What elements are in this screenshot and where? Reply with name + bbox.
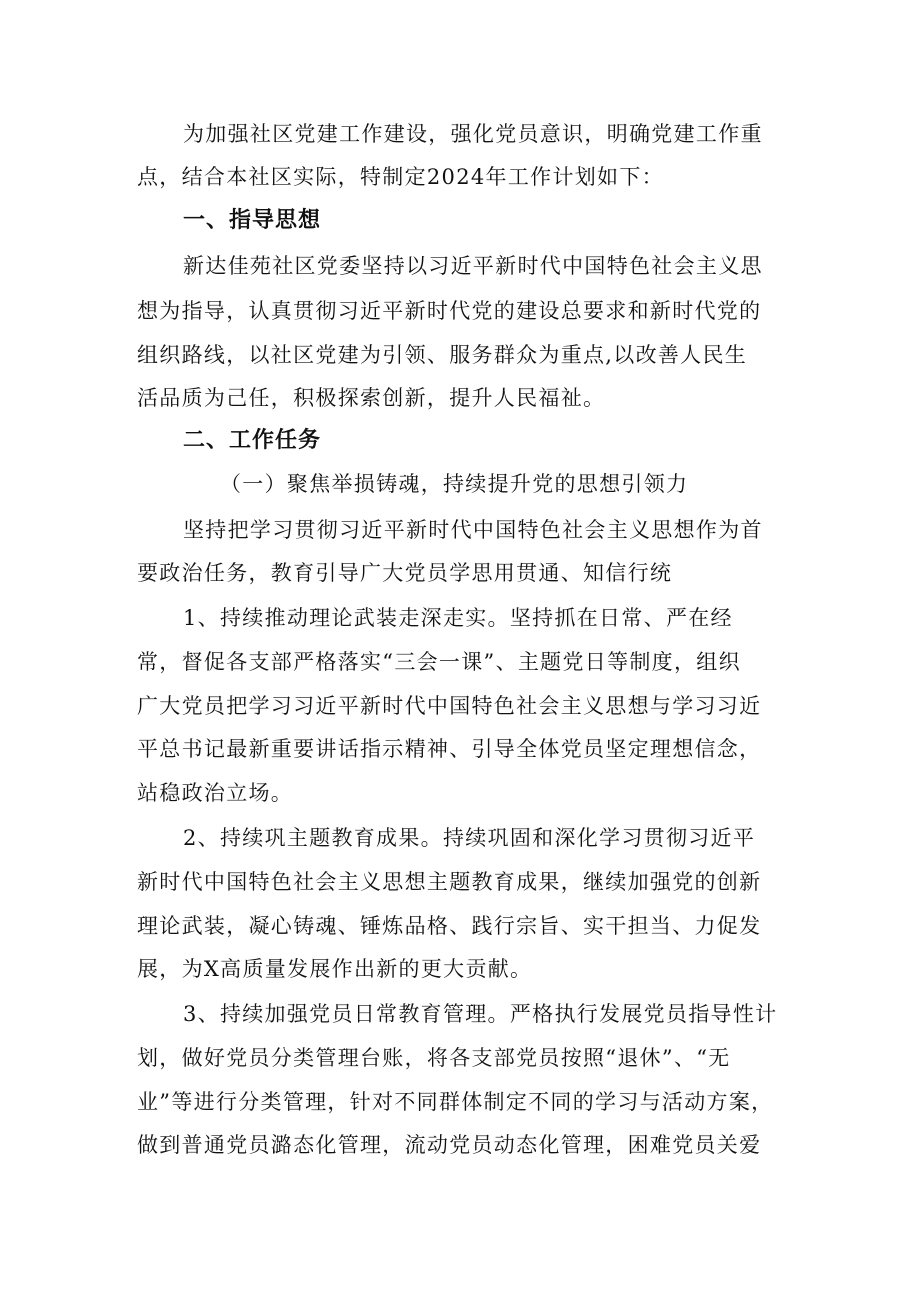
item3-line-4: 做到普通党员潞态化管理，流动党员动态化管理，困难党员关爱 (137, 1133, 762, 1157)
item1-line-2: 常，督促各支部严格落实“三会一课”、主题党日等制度，组织 (137, 650, 741, 674)
intro-line-1: 为加强社区党建工作建设，强化党员意识，明确党建工作重 (183, 122, 763, 146)
item2-line-1: 2、持续巩主题教育成果。持续巩固和深化学习贯彻习近平 (183, 826, 756, 850)
intro-line-2: 点，结合本社区实际，特制定2024年工作计划如下： (137, 165, 664, 189)
para-line-2: 要政治任务，教育引导广大党员学思用贯通、知信行统 (137, 561, 673, 585)
section1-line-1: 新达佳苑社区党委坚持以习近平新时代中国特色社会主义思 (183, 254, 763, 278)
section1-line-4: 活品质为己任，积极探索创新，提升人民福祉。 (137, 386, 606, 410)
item3-line-1: 3、持续加强党员日常教育管理。严格执行发展党员指导性计 (183, 1002, 778, 1026)
section1-line-3: 组织路线，以社区党建为引领、服务群众为重点,以改善人民生 (137, 343, 748, 367)
item2-line-2: 新时代中国特色社会主义思想主题教育成果，继续加强党的创新 (137, 870, 762, 894)
item3-line-3: 业”等进行分类管理，针对不同群体制定不同的学习与活动方案， (137, 1090, 774, 1114)
item2-line-4: 展，为X高质量发展作出新的更大贡献。 (137, 957, 533, 981)
item1-line-5: 站稳政治立场。 (137, 781, 294, 805)
item1-line-3: 广大党员把学习习近平新时代中国特色社会主义思想与学习习近 (137, 694, 762, 718)
para-line-1: 坚持把学习贯彻习近平新时代中国特色社会主义思想作为首 (183, 518, 763, 542)
item1-line-1: 1、持续推动理论武装走深走实。坚持抓在日常、严在经 (183, 606, 733, 630)
item1-line-4: 平总书记最新重要讲话指示精神、引导全体党员坚定理想信念， (137, 737, 762, 761)
section1-line-2: 想为指导，认真贯彻习近平新时代党的建设总要求和新时代党的 (137, 299, 762, 323)
subheading-1: （一）聚焦举损铸魂，持续提升党的思想引领力 (220, 472, 689, 496)
section-heading-1: 一、指导思想 (183, 208, 322, 233)
item2-line-3: 理论武装，凝心铸魂、锤炼品格、践行宗旨、实干担当、力促发 (137, 914, 762, 938)
section-heading-2: 二、工作任务 (183, 428, 322, 453)
item3-line-2: 划，做好党员分类管理台账，将各支部党员按照“退休”、“无 (137, 1046, 731, 1070)
